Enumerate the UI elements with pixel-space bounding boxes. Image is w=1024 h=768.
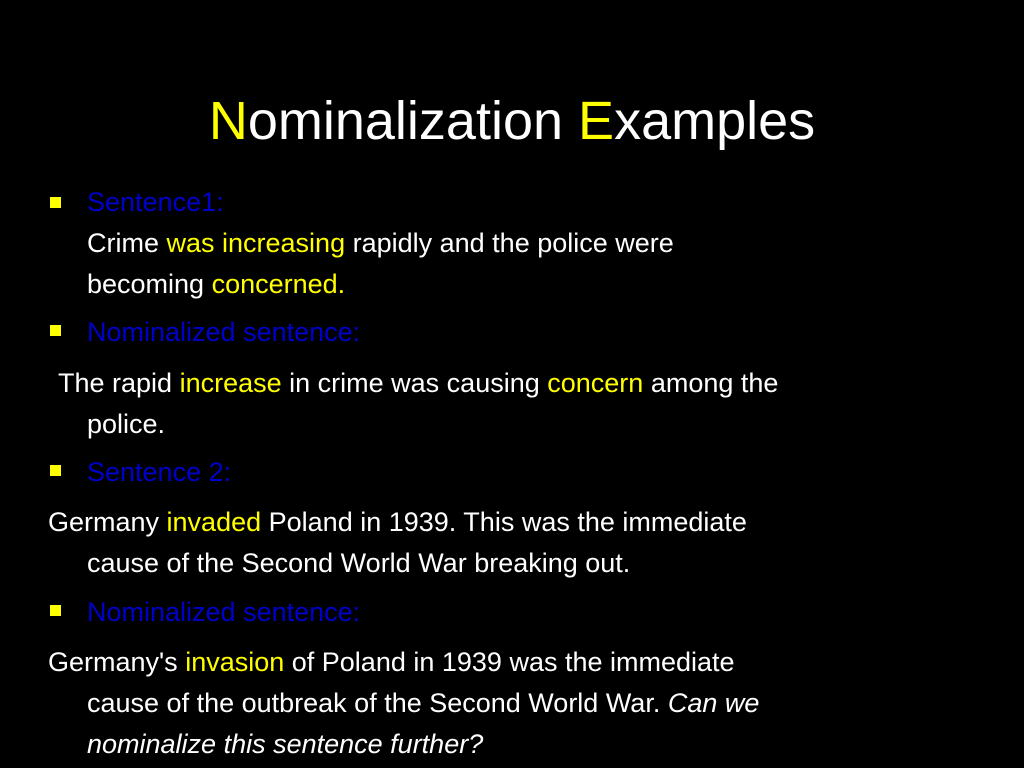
question-text: Can we (667, 688, 760, 718)
text-run: cause of the outbreak of the Second World War. (87, 688, 668, 718)
sentence1-line1 (87, 223, 674, 264)
nominalized2-line3: nominalize this sentence further? (87, 729, 484, 759)
sentence1-block (87, 182, 674, 305)
nominalized2-heading: Nominalized sentence: (87, 597, 361, 627)
title-initial-n: N (208, 91, 248, 151)
title-text-part1: ominalization (247, 91, 579, 151)
text-run: Poland in 1939. This was the immediate (261, 507, 747, 537)
slide-title (0, 88, 1024, 154)
sentence2-heading: Sentence 2: (87, 457, 232, 487)
text-run: Germany (48, 507, 167, 537)
highlight-verb: concerned. (211, 269, 346, 299)
text-run: Crime (87, 228, 167, 258)
square-bullet-icon (50, 605, 61, 616)
square-bullet-icon (50, 465, 61, 476)
nominalized1-line1 (58, 363, 778, 404)
text-run: becoming (87, 269, 212, 299)
nominalized1-heading: Nominalized sentence: (87, 317, 361, 347)
nominalized1-line2: police. (87, 409, 166, 439)
title-initial-e: E (578, 91, 615, 151)
text-run: rapidly and the police were (345, 228, 674, 258)
text-run: among the (643, 368, 779, 398)
highlight-noun: increase (179, 368, 282, 398)
sentence1-line2 (87, 264, 674, 305)
highlight-verb: was increasing (166, 228, 346, 258)
sentence2-line2: cause of the Second World War breaking out. (87, 548, 631, 578)
text-run: in crime was causing (281, 368, 548, 398)
sentence1-heading: Sentence1: (87, 187, 224, 217)
title-text-part2: xamples (614, 91, 816, 151)
highlight-noun: concern (547, 368, 644, 398)
square-bullet-icon (50, 197, 61, 208)
square-bullet-icon (50, 325, 61, 336)
text-run: The rapid (58, 368, 180, 398)
highlight-verb: invaded (166, 507, 262, 537)
highlight-noun: invasion (185, 647, 285, 677)
nominalized2-line1 (48, 642, 735, 683)
sentence2-line1 (48, 502, 747, 543)
text-run: of Poland in 1939 was the immediate (284, 647, 735, 677)
nominalized2-line2 (87, 683, 759, 724)
text-run: Germany's (48, 647, 186, 677)
